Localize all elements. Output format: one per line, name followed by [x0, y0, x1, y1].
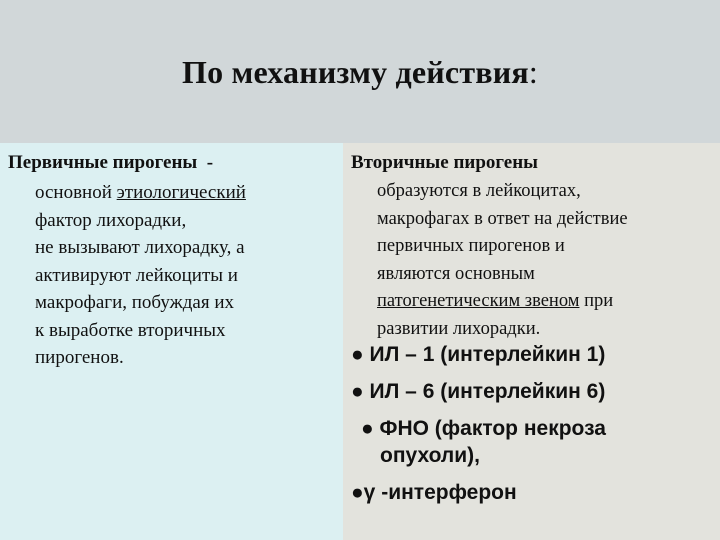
description-line: макрофаги, побуждая их	[35, 292, 235, 313]
description-line: первичных пирогенов и	[377, 236, 565, 256]
list-item-tnf-continued: опухоли),	[380, 444, 480, 467]
description-line: не вызывают лихорадку, а	[35, 237, 245, 258]
description-line: к выработке вторичных	[35, 319, 226, 341]
slide-title	[182, 54, 538, 91]
description-line: развитии лихорадки.	[377, 318, 541, 339]
description-text: при	[579, 291, 614, 311]
list-item-tnf: ● ФНО (фактор некроза	[361, 417, 606, 440]
description-line: образуются в лейкоцитах,	[377, 181, 581, 201]
etiological-term: этиологический	[116, 182, 246, 203]
description-line: являются основным	[377, 263, 535, 284]
primary-pyrogens-description	[35, 179, 325, 372]
secondary-pyrogens-panel	[343, 143, 720, 540]
slide-header	[0, 0, 720, 143]
description-text: основной	[35, 182, 117, 203]
list-item-interferon: ●γ -интерферон	[351, 481, 517, 504]
secondary-pyrogens-description	[377, 178, 712, 343]
cytokine-list	[351, 341, 711, 516]
list-item-il6: ● ИЛ – 6 (интерлейкин 6)	[351, 380, 606, 403]
description-line: пирогенов.	[35, 347, 124, 368]
primary-pyrogens-heading: Первичные пирогены -	[8, 152, 214, 173]
description-line: активируют лейкоциты и	[35, 264, 238, 286]
description-line: макрофагах в ответ на действие	[377, 208, 628, 229]
slide-title-text: По механизму действия	[182, 54, 529, 90]
pathogenetic-term: патогенетическим звеном	[377, 291, 580, 311]
description-line: фактор лихорадки,	[35, 209, 187, 231]
description-line	[35, 179, 325, 207]
list-item-il1: ● ИЛ – 1 (интерлейкин 1)	[351, 343, 606, 366]
slide-title-colon: :	[528, 54, 538, 90]
primary-pyrogens-panel	[0, 143, 343, 540]
secondary-pyrogens-heading: Вторичные пирогены	[351, 152, 539, 173]
description-line	[377, 288, 712, 316]
